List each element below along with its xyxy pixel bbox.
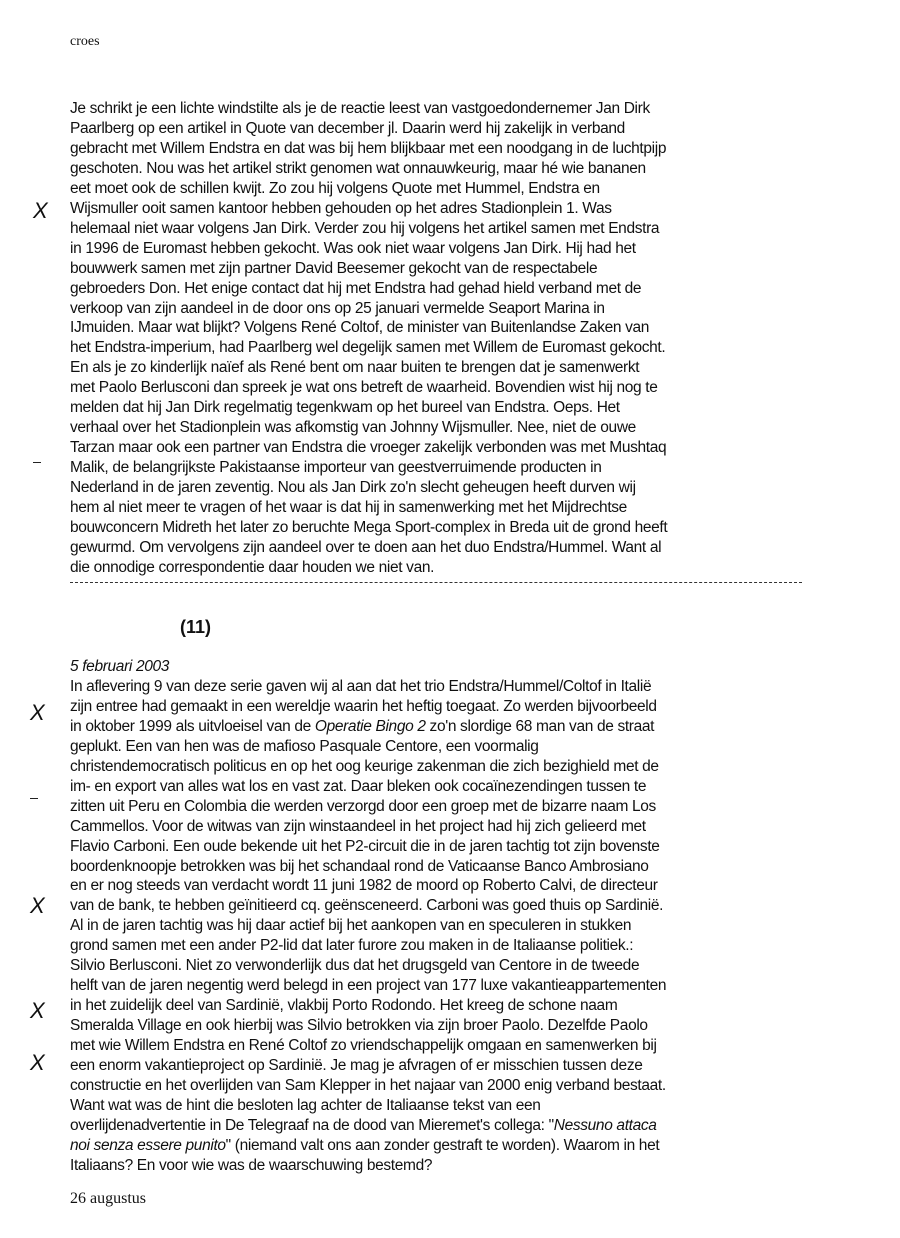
text-segment: Want wat was de hint die besloten lag achter de Italiaanse tekst van een bbox=[70, 1096, 541, 1114]
text-line bbox=[70, 817, 646, 837]
text-segment: van de bank, te hebben geïnitieerd cq. geënsceneerd. Carboni was goed thuis op Sardinië. bbox=[70, 897, 664, 915]
text-segment: Nederland in de jaren zeventig. Nou als Jan Dirk zo'n slecht geheugen heeft durven wij bbox=[70, 479, 636, 497]
text-line bbox=[70, 279, 641, 299]
text-segment: Tarzan maar ook een partner van Endstra die vroeger zakelijk verbonden was met Mushtaq bbox=[70, 439, 667, 457]
text-segment: gebroeders Don. Het enige contact dat hij met Endstra had gehad hield verband met de bbox=[70, 279, 642, 297]
text-segment: Silvio Berlusconi. Niet zo verwonderlijk dus dat het drugsgeld van Centore in de tweede bbox=[70, 957, 640, 975]
text-line bbox=[70, 1136, 659, 1156]
text-segment: Paarlberg op een artikel in Quote van december jl. Daarin werd hij zakelijk in verband bbox=[70, 119, 625, 137]
page-footer: 26 augustus bbox=[70, 1190, 146, 1207]
text-line bbox=[70, 1056, 643, 1076]
text-line bbox=[70, 239, 636, 259]
text-line bbox=[70, 199, 612, 219]
text-segment: gebracht met Willem Endstra en dat was bij hem blijkbaar met een noodgang in de luchtpijp bbox=[70, 139, 667, 157]
handwritten-x-mark: X bbox=[33, 198, 48, 223]
text-line bbox=[70, 777, 646, 797]
italic-text: 5 februari 2003 bbox=[70, 658, 170, 675]
text-segment: verkoop van zijn aandeel in de door ons op 25 januari vermelde Seaport Marina in bbox=[70, 299, 605, 317]
text-line bbox=[70, 299, 605, 319]
text-line bbox=[70, 99, 650, 119]
text-segment: helft van de jaren negentig werd belegd in een project van 177 luxe vakantieappartementen bbox=[70, 977, 667, 995]
handwritten-x-mark: X bbox=[30, 998, 45, 1023]
text-segment: een enorm vakantieproject op Sardinië. Je mag je afvragen of er misschien tussen deze bbox=[70, 1057, 643, 1074]
text-line bbox=[70, 338, 665, 358]
text-segment: overlijdenadvertentie in De Telegraaf na de dood van Mieremet's collega: " bbox=[70, 1116, 554, 1134]
italic-text: noi senza essere punito bbox=[70, 1136, 226, 1154]
text-segment: Cammellos. Voor de witwas van zijn winstaandeel in het project had hij zich gelieerd met bbox=[70, 817, 646, 835]
text-segment: eet moet ook de schillen kwijt. Zo zou hij volgens Quote met Hummel, Endstra en bbox=[70, 179, 600, 197]
text-line bbox=[70, 956, 639, 976]
handwritten-x-mark: X bbox=[30, 893, 45, 918]
text-segment: verhaal over het Stadionplein was afkomstig van Johnny Wijsmuller. Nee, niet de ouwe bbox=[70, 419, 636, 437]
text-line bbox=[70, 259, 597, 279]
handwritten-x-mark: X bbox=[30, 700, 45, 725]
text-line bbox=[70, 1016, 648, 1036]
text-segment: " (niemand valt ons aan zonder gestraft te worden). Waarom in het bbox=[225, 1136, 660, 1154]
text-segment: die onnodige correspondentie daar houden we niet van. bbox=[70, 558, 435, 576]
text-line bbox=[70, 1036, 657, 1056]
text-line bbox=[70, 677, 651, 697]
text-segment: in het zuidelijk deel van Sardinië, vlakbij Porto Rodondo. Het kreeg de schone naam bbox=[70, 997, 618, 1015]
text-segment: zitten uit Peru en Colombia die werden verzorgd door een groep met de bizarre naam Los bbox=[70, 797, 656, 815]
text-segment: Italiaans? En voor wie was de waarschuwing bestemd? bbox=[70, 1156, 433, 1174]
text-segment: Wijsmuller ooit samen kantoor hebben gehouden op het adres Stadionplein 1. Was bbox=[70, 199, 612, 217]
text-line bbox=[70, 119, 625, 139]
text-line bbox=[70, 717, 654, 737]
italic-text: Nessuno attaca bbox=[553, 1116, 657, 1134]
margin-dash-mark bbox=[33, 462, 41, 463]
text-line bbox=[70, 358, 639, 378]
text-segment: bouwconcern Midreth het later zo beruchte Mega Sport-complex in Breda uit de grond heeft bbox=[70, 518, 668, 536]
text-line bbox=[70, 876, 658, 896]
text-line bbox=[70, 896, 663, 916]
text-segment: zijn entree had gemaakt in een wereldje waarin het heftig toegaat. Zo werden bijvoorbeeld bbox=[70, 697, 657, 715]
text-segment: zo'n slordige 68 man van de straat bbox=[425, 717, 655, 735]
text-line bbox=[70, 398, 620, 418]
text-segment: met wie Willem Endstra en René Coltof zo vriendschappelijk omgaan en samenwerken bij bbox=[70, 1037, 657, 1055]
text-line bbox=[70, 996, 617, 1016]
section-number: (11) bbox=[180, 617, 212, 637]
text-segment: geschoten. Nou was het artikel strikt genomen wat onnauwkeurig, maar hé wie bananen bbox=[70, 159, 646, 177]
text-segment: helemaal niet waar volgens Jan Dirk. Verder zou hij volgens het artikel samen met Endstra bbox=[70, 219, 660, 237]
text-segment: in oktober 1999 als uitvloeisel van de bbox=[70, 717, 315, 735]
text-line bbox=[70, 518, 667, 538]
text-line bbox=[70, 697, 657, 717]
text-segment: bouwwerk samen met zijn partner David Beesemer gekocht van de respectabele bbox=[70, 259, 598, 277]
text-segment: grond samen met een ander P2-lid dat later furore zou maken in de Italiaanse politiek.: bbox=[70, 937, 634, 955]
text-line bbox=[70, 318, 649, 338]
text-line bbox=[70, 757, 659, 777]
text-segment: In aflevering 9 van deze serie gaven wij al aan dat het trio Endstra/Hummel/Coltof in Italië bbox=[70, 677, 652, 695]
text-line bbox=[70, 478, 636, 498]
text-line bbox=[70, 1116, 657, 1136]
text-line bbox=[70, 857, 649, 877]
text-segment: Malik, de belangrijkste Pakistaanse importeur van geestverruimende producten in bbox=[70, 459, 602, 477]
text-line bbox=[70, 976, 666, 996]
text-segment: Flavio Carboni. Een oude bekende uit het P2-circuit die in de jaren tachtig tot zijn bovenste bbox=[70, 837, 660, 855]
text-line bbox=[70, 438, 666, 458]
text-line bbox=[70, 378, 658, 398]
text-line bbox=[70, 936, 633, 956]
dashed-divider bbox=[70, 582, 802, 583]
text-segment: het Endstra-imperium, had Paarlberg wel degelijk samen met Willem de Euromast gekocht. bbox=[70, 339, 666, 357]
text-line bbox=[70, 418, 636, 438]
margin-dash-mark bbox=[30, 798, 38, 799]
text-line bbox=[70, 797, 656, 817]
text-line bbox=[70, 657, 169, 677]
text-line bbox=[70, 139, 666, 159]
text-segment: hem al niet meer te vragen of het waar is dat hij in samenwerking met het Mijdrechtse bbox=[70, 499, 627, 516]
text-segment: christendemocratisch politicus en op het oog keurige zakenman die zich bezighield met de bbox=[70, 757, 659, 775]
text-segment: Je schrikt je een lichte windstilte als je de reactie leest van vastgoedondernemer Jan Dirk bbox=[70, 100, 650, 117]
text-line bbox=[70, 837, 660, 857]
text-line bbox=[70, 1096, 541, 1116]
text-segment: Al in de jaren tachtig was hij daar actief bij het aankopen van en speculeren in stukken bbox=[70, 917, 632, 935]
text-line bbox=[70, 1076, 666, 1096]
text-line bbox=[70, 737, 539, 757]
handwritten-x-mark: X bbox=[30, 1050, 45, 1075]
text-line bbox=[70, 558, 434, 578]
text-line bbox=[70, 458, 602, 478]
text-segment: met Paolo Berlusconi dan spreek je wat ons betreft de waarheid. Bovendien wist hij nog te bbox=[70, 379, 658, 397]
text-segment: gewurmd. Om vervolgens zijn aandeel over te doen aan het duo Endstra/Hummel. Want al bbox=[70, 538, 662, 556]
text-segment: melden dat hij Jan Dirk regelmatig tegenkwam op het bureel van Endstra. Oeps. Het bbox=[70, 399, 620, 417]
text-line bbox=[70, 159, 646, 179]
text-segment: geplukt. Een van hen was de mafioso Pasquale Centore, een voormalig bbox=[70, 737, 539, 755]
text-segment: in 1996 de Euromast hebben gekocht. Was ook niet waar volgens Jan Dirk. Hij had het bbox=[70, 239, 636, 257]
text-segment: constructie en het overlijden van Sam Klepper in het najaar van 2000 enig verband bestaat. bbox=[70, 1076, 666, 1094]
text-segment: En als je zo kinderlijk naïef als René bent om naar buiten te brengen dat je samenwerkt bbox=[70, 359, 640, 377]
text-line bbox=[70, 498, 627, 518]
text-segment: im- en export van alles wat los en vast zat. Daar bleken ook cocaïnezendingen tussen te bbox=[70, 777, 647, 795]
text-segment: boordenknoopje betrokken was bij het schandaal rond de Vaticaanse Banco Ambrosiano bbox=[70, 857, 649, 875]
text-line bbox=[70, 219, 659, 239]
page-header: croes bbox=[70, 34, 100, 49]
text-segment: en er nog steeds van verdacht wordt 11 juni 1982 de moord op Roberto Calvi, de directeur bbox=[70, 877, 658, 895]
text-line bbox=[70, 538, 661, 558]
text-line bbox=[70, 1156, 432, 1176]
text-line bbox=[70, 179, 600, 199]
text-segment: IJmuiden. Maar wat blijkt? Volgens René Coltof, de minister van Buitenlandse Zaken van bbox=[70, 319, 650, 337]
text-segment: Smeralda Village en ook hierbij was Silvio betrokken via zijn broer Paolo. Dezelfde Paolo bbox=[70, 1017, 648, 1035]
italic-text: Operatie Bingo 2 bbox=[314, 717, 426, 735]
text-line bbox=[70, 916, 631, 936]
